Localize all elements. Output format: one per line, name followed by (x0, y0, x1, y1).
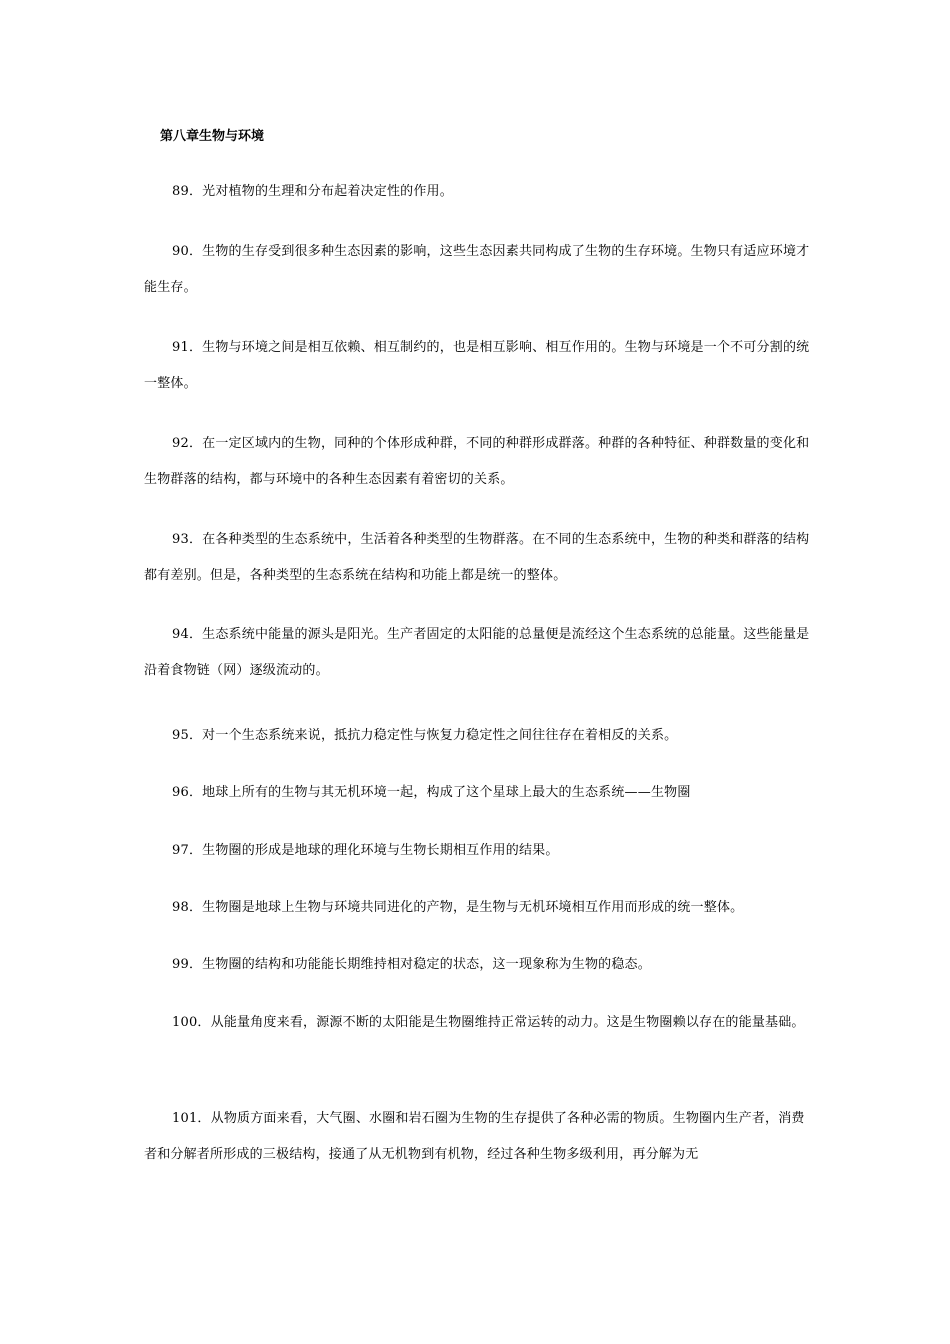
paragraph-96: 96．地球上所有的生物与其无机环境一起，构成了这个星球上最大的生态系统——生物圈 (172, 785, 691, 800)
paragraph-97: 97．生物圈的形成是地球的理化环境与生物长期相互作用的结果。 (172, 843, 559, 858)
paragraph-92: 92．在一定区域内的生物，同种的个体形成种群，不同的种群形成群落。种群的各种特征、种群数量的变化和生物群落的结构，都与环境中的各种生态因素有着密切的关系。 (144, 436, 810, 487)
paragraph-95: 95．对一个生态系统来说，抵抗力稳定性与恢复力稳定性之间往往存在着相反的关系。 (172, 728, 678, 743)
paragraph-94: 94．生态系统中能量的源头是阳光。生产者固定的太阳能的总量便是流经这个生态系统的总能量。这些能量是沿着食物链（网）逐级流动的。 (144, 627, 810, 678)
paragraph-101: 101．从物质方面来看，大气圈、水圈和岩石圈为生物的生存提供了各种必需的物质。生物圈内生产者，消费者和分解者所形成的三极结构，接通了从无机物到有机物，经过各种生物多级利用，再分解为无 (144, 1111, 805, 1162)
paragraph-98: 98．生物圈是地球上生物与环境共同进化的产物，是生物与无机环境相互作用而形成的统一整体。 (172, 900, 744, 915)
paragraph-91: 91．生物与环境之间是相互依赖、相互制约的，也是相互影响、相互作用的。生物与环境是一个不可分割的统一整体。 (144, 340, 810, 391)
paragraph-99: 99．生物圈的结构和功能能长期维持相对稳定的状态，这一现象称为生物的稳态。 (172, 957, 651, 972)
paragraph-89: 89．光对植物的生理和分布起着决定性的作用。 (172, 184, 453, 199)
chapter-title: 第八章生物与环境 (160, 129, 265, 144)
document-page (144, 0, 810, 1344)
paragraph-90: 90．生物的生存受到很多种生态因素的影响，这些生态因素共同构成了生物的生存环境。生物只有适应环境才能生存。 (144, 244, 810, 295)
paragraph-100: 100．从能量角度来看，源源不断的太阳能是生物圈维持正常运转的动力。这是生物圈赖以存在的能量基础。 (172, 1015, 805, 1030)
paragraph-93: 93．在各种类型的生态系统中，生活着各种类型的生物群落。在不同的生态系统中，生物的种类和群落的结构都有差别。但是，各种类型的生态系统在结构和功能上都是统一的整体。 (144, 532, 810, 583)
